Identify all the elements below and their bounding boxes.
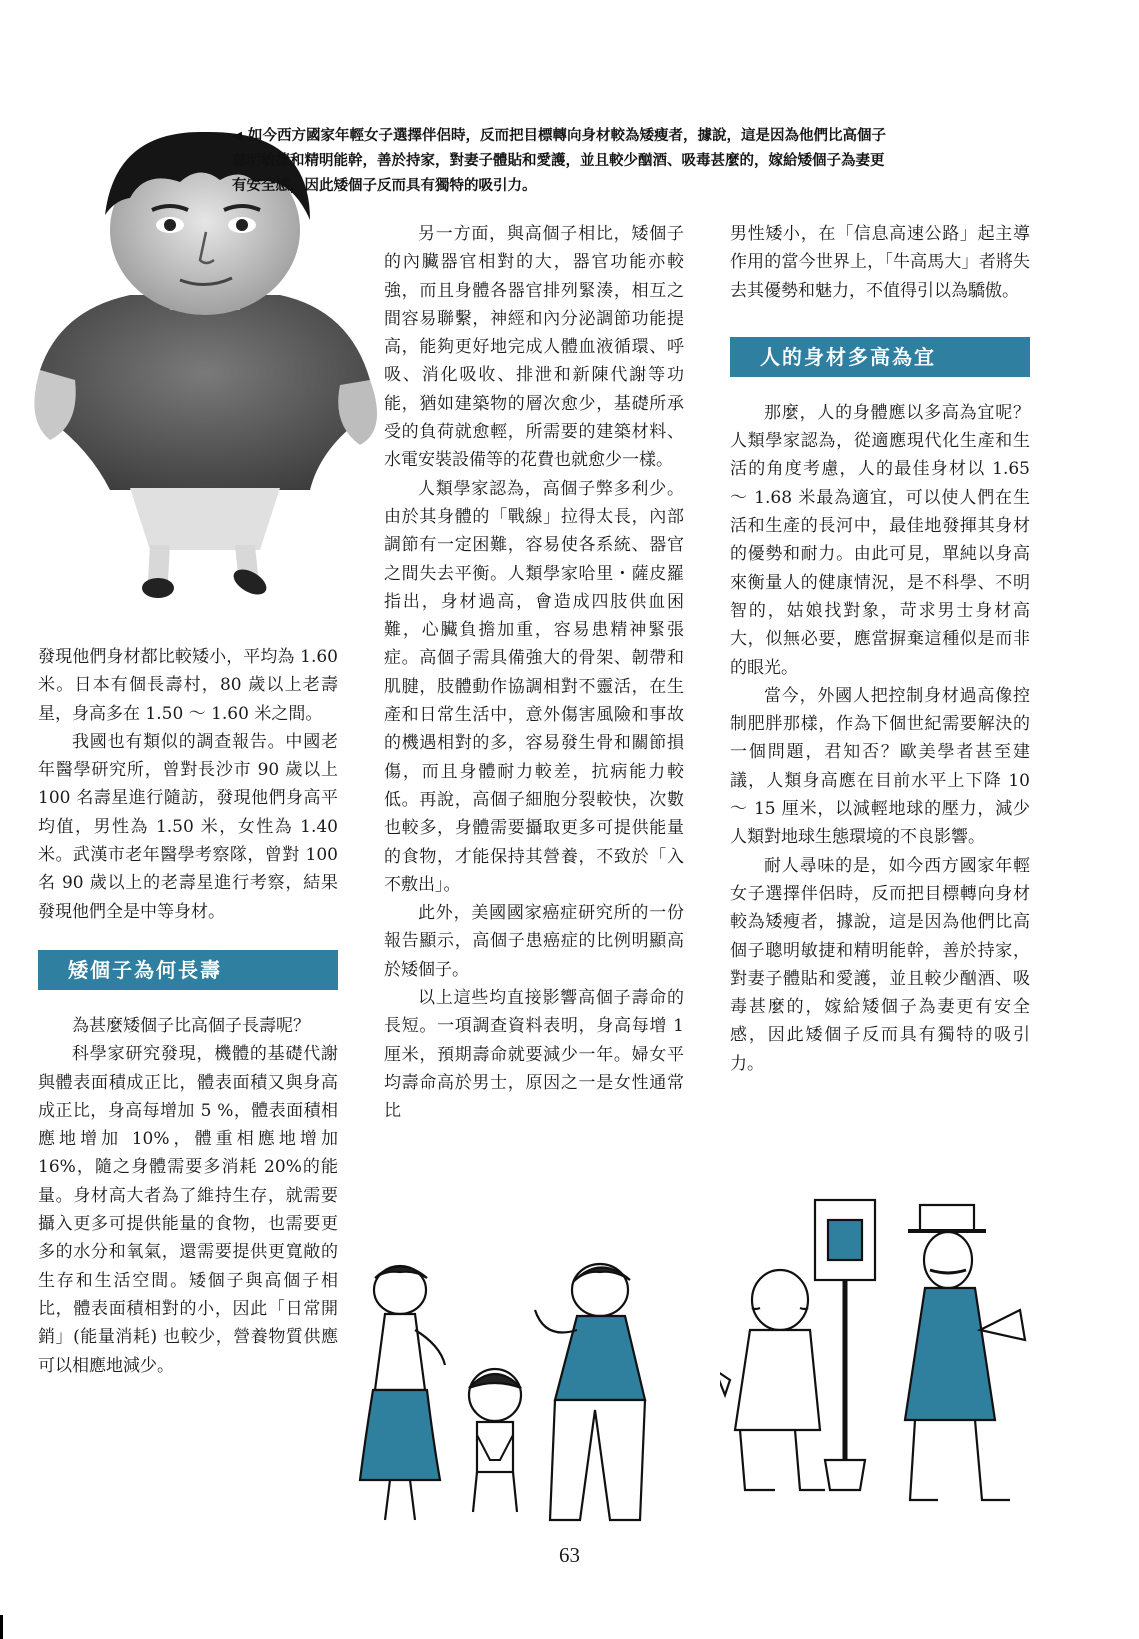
caption-pointer-icon: ◀	[232, 129, 242, 144]
section-heading-ideal-height: 人的身材多高為宜	[730, 337, 1030, 377]
column-right	[730, 220, 1030, 1078]
paragraph: 耐人尋味的是，如今西方國家年輕女子選擇伴侶時，反而把目標轉向身材較為矮瘦者，據說，這是因為他們比高個子聰明敏捷和精明能幹，善於持家，對妻子體貼和愛護，並且較少酗酒、吸毒甚麼的，嫁給矮個子為妻更有安全感，因此矮個子反而具有獨特的吸引力。	[730, 855, 1030, 1074]
section-heading-why-short-live-longer: 矮個子為何長壽	[38, 950, 338, 990]
paragraph: 科學家研究發現，機體的基礎代謝與體表面積成正比，體表面積又與身高成正比，身高每增加 5 %，體表面積相應地增加 10%，體重相應地增加 16%，隨之身體需要多消耗 20%的能量。身材高大者為了維持生存，就需要攝入更多可提供能量的食物，也需要更多的水分和氧氣，還需要提供更寬敞的生存和生活空間。矮個子與高個子相比，體表面積相對的小，因此「日常開銷」(能量消耗) 也較少，營養物質供應可以相應地減少。	[38, 1044, 338, 1376]
paragraph: 以上這些均直接影響高個子壽命的長短。一項調查資料表明，身高每增 1 厘米，預期壽命就要減少一年。婦女平均壽命高於男士，原因之一是女性通常比	[384, 988, 684, 1122]
cartoon-tall-couple-with-child	[345, 1250, 685, 1530]
cartoon-two-men-lamppost	[720, 1190, 1050, 1510]
paragraph: 另一方面，與高個子相比，矮個子的內臟器官相對的大，器官功能亦較強，而且身體各器官排列緊湊，相互之間容易聯繫，神經和內分泌調節功能提高，能夠更好地完成人體血液循環、呼吸、消化吸收、排泄和新陳代謝等功能，猶如建築物的層次愈少，基礎所承受的負荷就愈輕，所需要的建築材料、水電安裝設備等的花費也就愈少一樣。	[384, 224, 684, 471]
photo-caption	[232, 124, 892, 199]
paragraph: 我國也有類似的調查報告。中國老年醫學研究所，曾對長沙市 90 歲以上 100 名壽星進行隨訪，發現他們身高平均值，男性為 1.50 米，女性為 1.40 米。武漢市老年醫學考察隊，曾對 100 名 90 歲以上的老壽星進行考察，結果發現他們全是中等身材。	[38, 731, 338, 922]
paragraph: 男性矮小，在「信息高速公路」起主導作用的當今世界上，「牛高馬大」者將失去其優勢和魅力，不值得引以為驕傲。	[730, 224, 1030, 301]
caption-text: 如今西方國家年輕女子選擇伴侶時，反而把目標轉向身材較為矮瘦者，據說，這是因為他們比高個子聰明敏捷和精明能幹，善於持家，對妻子體貼和愛護，並且較少酗酒、吸毒甚麼的，嫁給矮個子為妻更有安全感，因此矮個子反而具有獨特的吸引力。	[232, 128, 886, 194]
paragraph: 發現他們身材都比較矮小，平均為 1.60 米。日本有個長壽村，80 歲以上老壽星，身高多在 1.50 ～ 1.60 米之間。	[38, 647, 338, 724]
paragraph: 為甚麼矮個子比高個子長壽呢？	[72, 1015, 310, 1036]
paragraph: 此外，美國國家癌症研究所的一份報告顯示，高個子患癌症的比例明顯高於矮個子。	[384, 903, 684, 980]
paragraph: 那麼，人的身體應以多高為宜呢？人類學家認為，從適應現代化生產和生活的角度考慮，人的最佳身材以 1.65 ～ 1.68 米最為適宜，可以使人們在生活和生產的長河中，最佳地發揮其身材的優勢和耐力。由此可見，單純以身高來衡量人的健康情況，是不科學、不明智的，姑娘找對象，苛求男士身材高大，似無必要，應當摒棄這種似是而非的眼光。	[730, 402, 1030, 678]
column-middle	[384, 220, 684, 1126]
page-number: 63	[559, 1543, 580, 1567]
paragraph: 當今，外國人把控制身材過高像控制肥胖那樣，作為下個世紀需要解決的一個問題，君知否？歐美學者甚至建議，人類身高應在目前水平上下降 10 ～ 15 厘米，以減輕地球的壓力，減少人類對地球生態環境的不良影響。	[730, 685, 1030, 848]
paragraph: 人類學家認為，高個子弊多利少。由於其身體的「戰線」拉得太長，內部調節有一定困難，容易使各系統、器官之間失去平衡。人類學家哈里・薩皮羅指出，身材過高，會造成四肢供血困難，心臟負擔加重，容易患精神緊張症。高個子需具備強大的骨架、韌帶和肌腱，肢體動作協調相對不靈活，在生產和日常生活中，意外傷害風險和事故的機遇相對的多，容易發生骨和關節損傷，而且身體耐力較差，抗病能力較低。再說，高個子細胞分裂較快，次數也較多，身體需要攝取更多可提供能量的食物，才能保持其營養，不致於「入不敷出」。	[384, 478, 684, 895]
column-left	[38, 643, 338, 1380]
scan-edge-mark	[0, 1615, 3, 1639]
